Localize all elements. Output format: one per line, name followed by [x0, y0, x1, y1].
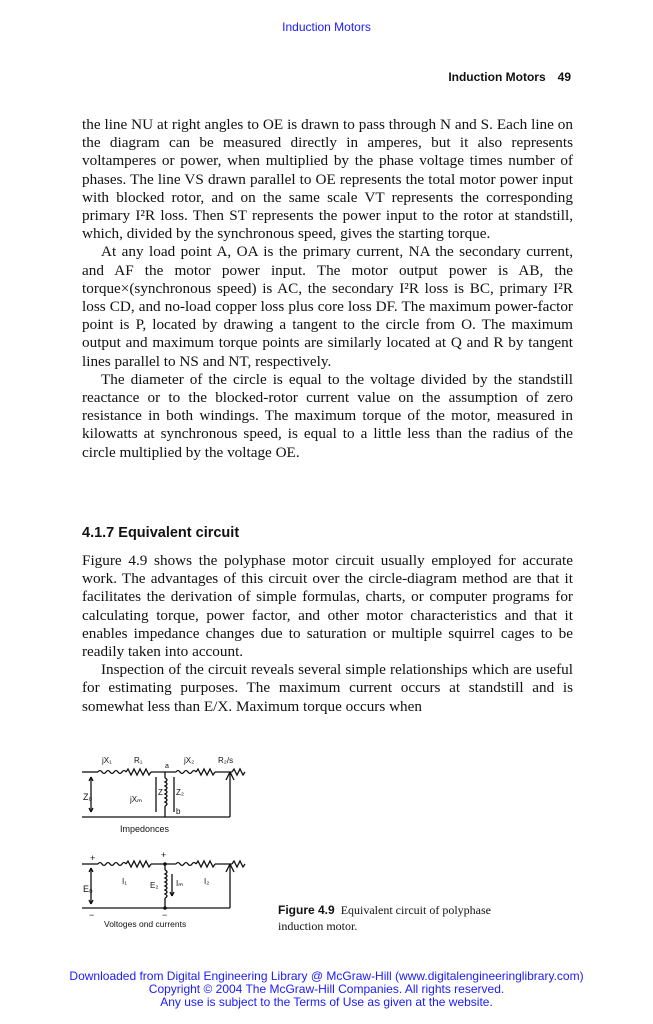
figure-caption-text: Equivalent circuit of polyphase induction motor. — [278, 903, 491, 933]
body-text-section — [82, 552, 573, 716]
label-i2: I₂ — [204, 877, 210, 886]
label-minus-left: − — [89, 910, 95, 920]
running-header — [448, 70, 571, 84]
figure-caption — [278, 902, 518, 934]
footer-copyright: Copyright © 2004 The McGraw-Hill Companies. All rights reserved. — [148, 982, 505, 996]
footer — [0, 970, 653, 1009]
header-title: Induction Motors — [448, 70, 546, 84]
paragraph: Figure 4.9 shows the polyphase motor circuit usually employed for accurate work. The advantages of this circuit over the circle-diagram method are that it facilitates the derivation of simple formulas, charts, or computer programs for calculating torque, power factor, and other motor characteristics and that it enables impedance changes due to saturation or multiple squirrel cages to be readily taken into account. — [82, 552, 573, 661]
label-r1: R₁ — [134, 756, 143, 765]
label-jx2: jX₂ — [184, 756, 195, 765]
label-plus-left: + — [90, 853, 96, 863]
caption-impedances: Impedonces — [120, 824, 170, 834]
label-b: b — [176, 807, 181, 816]
top-link[interactable]: Induction Motors — [282, 20, 371, 34]
label-plus-mid: + — [161, 850, 167, 860]
page-number: 49 — [557, 70, 571, 84]
node-dot — [163, 862, 167, 866]
label-i1: I₁ — [122, 877, 127, 886]
label-e0: E₀ — [83, 884, 93, 894]
body-text-top — [82, 116, 573, 462]
label-z: Z — [158, 788, 163, 797]
footer-download-link[interactable]: Downloaded from Digital Engineering Library @ McGraw-Hill (www.digitalengineeringlibrary.com) — [69, 969, 584, 983]
paragraph: Inspection of the circuit reveals several simple relationships which are useful for estimating purposes. The maximum current occurs at standstill and is somewhat less than E/X. Maximum torque occurs when — [82, 661, 573, 715]
section-heading: 4.1.7 Equivalent circuit — [82, 525, 240, 541]
caption-voltages-currents: Voltoges ond currents — [104, 919, 187, 929]
label-r2s: R₂/s — [218, 756, 234, 765]
paragraph: At any load point A, OA is the primary current, NA the secondary current, and AF the motor power input. The motor output power is AB, the torque×(synchronous speed) is AC, the secondary I²R loss is BC, primary I²R loss CD, and no-load copper loss plus core loss DF. The maximum power-factor point is P, located by drawing a tangent to the circle from O. The maximum output and maximum torque points are similarly located at Q and R by tangent lines parallel to NS and NT, respectively. — [82, 243, 573, 370]
label-e2: E₂ — [150, 881, 159, 890]
label-a: a — [165, 763, 169, 770]
label-jxm: jXₘ — [130, 795, 143, 804]
equivalent-circuit-figure — [80, 750, 265, 935]
label-minus-mid: − — [162, 910, 168, 920]
impedance-circuit — [82, 769, 245, 817]
label-z0: Z₀ — [83, 792, 93, 802]
label-im: Iₘ — [176, 879, 184, 888]
label-jx1: jX₁ — [102, 756, 112, 765]
figure-number: Figure 4.9 — [278, 903, 335, 917]
footer-terms-link[interactable]: Any use is subject to the Terms of Use as given at the website. — [160, 995, 493, 1009]
voltage-current-circuit — [82, 861, 245, 908]
paragraph: the line NU at right angles to OE is drawn to pass through N and S. Each line on the diagram can be measured directly in amperes, but it also represents voltamperes or power, when multiplied by the phase voltage times number of phases. The line VS drawn parallel to OE represents the total motor power input with blocked rotor, and on the same scale VT represents the corresponding primary I²R loss. Then ST represents the power input to the rotor at standstill, which, divided by the synchronous speed, gives the starting torque. — [82, 116, 573, 243]
label-z2: Z₂ — [176, 788, 184, 797]
paragraph: The diameter of the circle is equal to the voltage divided by the standstill reactance or to the blocked-rotor current value on the assumption of zero resistance in both windings. The maximum torque of the motor, measured in kilowatts at synchronous speed, is equal to a little less than the radius of the circle multiplied by the voltage OE. — [82, 370, 573, 461]
